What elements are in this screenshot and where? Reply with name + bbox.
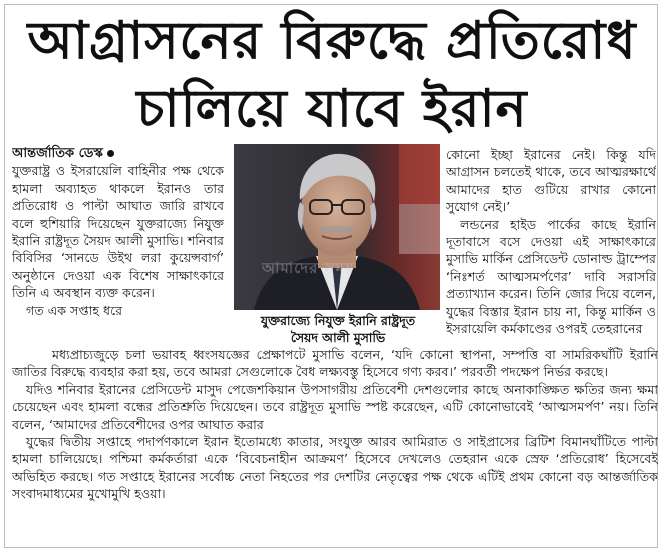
headline-line-2: চালিয়ে যাবে ইরান bbox=[136, 79, 528, 139]
headline-line-1: আগ্রাসনের বিরুদ্ধে প্রতিরোধ bbox=[27, 11, 637, 71]
left-paragraph-2: গত এক সপ্তাহ ধরে bbox=[26, 302, 123, 318]
photo-caption bbox=[232, 312, 444, 346]
caption-line-2: সৈয়দ আলী মুসাভি bbox=[290, 330, 386, 345]
right-paragraph-2: লন্ডনের হাইড পার্কের কাছে ইরানি দূতাবাসে বসে দেওয়া এই সাক্ষাৎকারে মুসাভি মার্কিন প্রেসিডেন্ট ডোনাল্ড ট্রাম্পের ‘নিঃশর্ত আত্মসমর্পণের’ দাবি সরাসরি প্রত্যাখ্যান করেন। তিনি জোর দিয়ে বলেন, যুদ্ধের বিস্তার ইরান চায় না, কিন্তু মার্কিন ও ইসরায়েলি কর্মকাণ্ডের ওপরই তেহরানের bbox=[446, 216, 656, 337]
portrait-illustration bbox=[234, 144, 440, 310]
right-column bbox=[446, 146, 656, 366]
right-paragraph-1: কোনো ইচ্ছা ইরানের নেই। কিন্তু যদি আগ্রাসন চলতেই থাকে, তবে আত্মরক্ষার্থে আমাদের হাত গুটিয়ে রাখার কোনো সুযোগ নেই।’ bbox=[446, 147, 656, 215]
caption-line-1: যুক্তরাজ্যে নিযুক্ত ইরানি রাষ্ট্রদূত bbox=[260, 313, 416, 328]
full-paragraph-3: যুদ্ধের দ্বিতীয় সপ্তাহে পদার্পণকালে ইরান ইতোমধ্যে কাতার, সংযুক্ত আরব আমিরাত ও সাইপ্রাসের ব্রিটিশ বিমানঘাঁটিতে পাল্টা হামলা চালিয়েছে। পশ্চিমা কর্মকর্তারা একে ‘বিবেচনাহীন আক্রমণ’ হিসেবে দেখলেও তেহরান একে স্রেফ ‘প্রতিরোধ’ হিসেবেই অভিহিত করছে। গত সপ্তাহে ইরানের সর্বোচ্চ নেতা নিহতের পর দেশটির নেতৃত্বের পক্ষ থেকে এটিই প্রথম কোনো বড় আন্তর্জাতিক সংবাদমাধ্যমের মুখোমুখি হওয়া। bbox=[12, 434, 658, 502]
dept-label: আন্তর্জাতিক ডেস্ক bbox=[12, 146, 103, 161]
bullet-dot-icon bbox=[107, 150, 114, 157]
left-paragraph-1: যুক্তরাষ্ট্র ও ইসরায়েলি বাহিনীর পক্ষ থেকে হামলা অব্যাহত থাকলে ইরানও তার প্রতিরোধ ও পাল্টা আঘাত জারি রাখবে বলে হুশিয়ারি দিয়েছেন যুক্তরাজ্যে নিযুক্ত ইরানি রাষ্ট্রদূত সৈয়দ আলী মুসাভি। শনিবার বিবিসির ‘সানডে উইথ লরা কুয়েন্সবার্গ’ অনুষ্ঠানে দেওয়া এক বিশেষ সাক্ষাৎকারে তিনি এ অবস্থান ব্যক্ত করেন। bbox=[12, 163, 224, 301]
full-paragraph-2: যদিও শনিবার ইরানের প্রেসিডেন্ট মাসুদ পেজেশকিয়ান উপসাগরীয় প্রতিবেশী দেশগুলোর কাছে অনাকাঙ্ক্ষিত ক্ষতির জন্য ক্ষমা চেয়েছেন এবং হামলা বন্ধের প্রতিশ্রুতি দিয়েছেন। তবে রাষ্ট্রদূত মুসাভি স্পষ্ট করেছেন, এটি কোনোভাবেই ‘আত্মসমর্পণ’ নয়। তিনি বলেন, ‘আমাদের প্রতিবেশীদের ওপর আঘাত করার bbox=[12, 381, 658, 432]
full-paragraph-1: মধ্যপ্রাচ্যজুড়ে চলা ভয়াবহ ধ্বংসযজ্ঞের প্রেক্ষাপটে মুসাভি বলেন, ‘যদি কোনো স্থাপনা, সম্পত্তি বা সামরিকঘাঁটি ইরানি জাতির বিরুদ্ধে ব্যবহার করা হয়, তবে আমরা সেগুলোকে বৈধ লক্ষ্যবস্তু হিসেবে গণ্য করব।’ পরবর্তী পদক্ষেপ নির্ভর করছে। bbox=[12, 347, 658, 380]
photo-watermark: আমাদের সময় bbox=[262, 259, 355, 277]
left-column bbox=[12, 144, 224, 342]
full-width-text bbox=[12, 346, 658, 546]
ambassador-photo bbox=[234, 144, 440, 310]
